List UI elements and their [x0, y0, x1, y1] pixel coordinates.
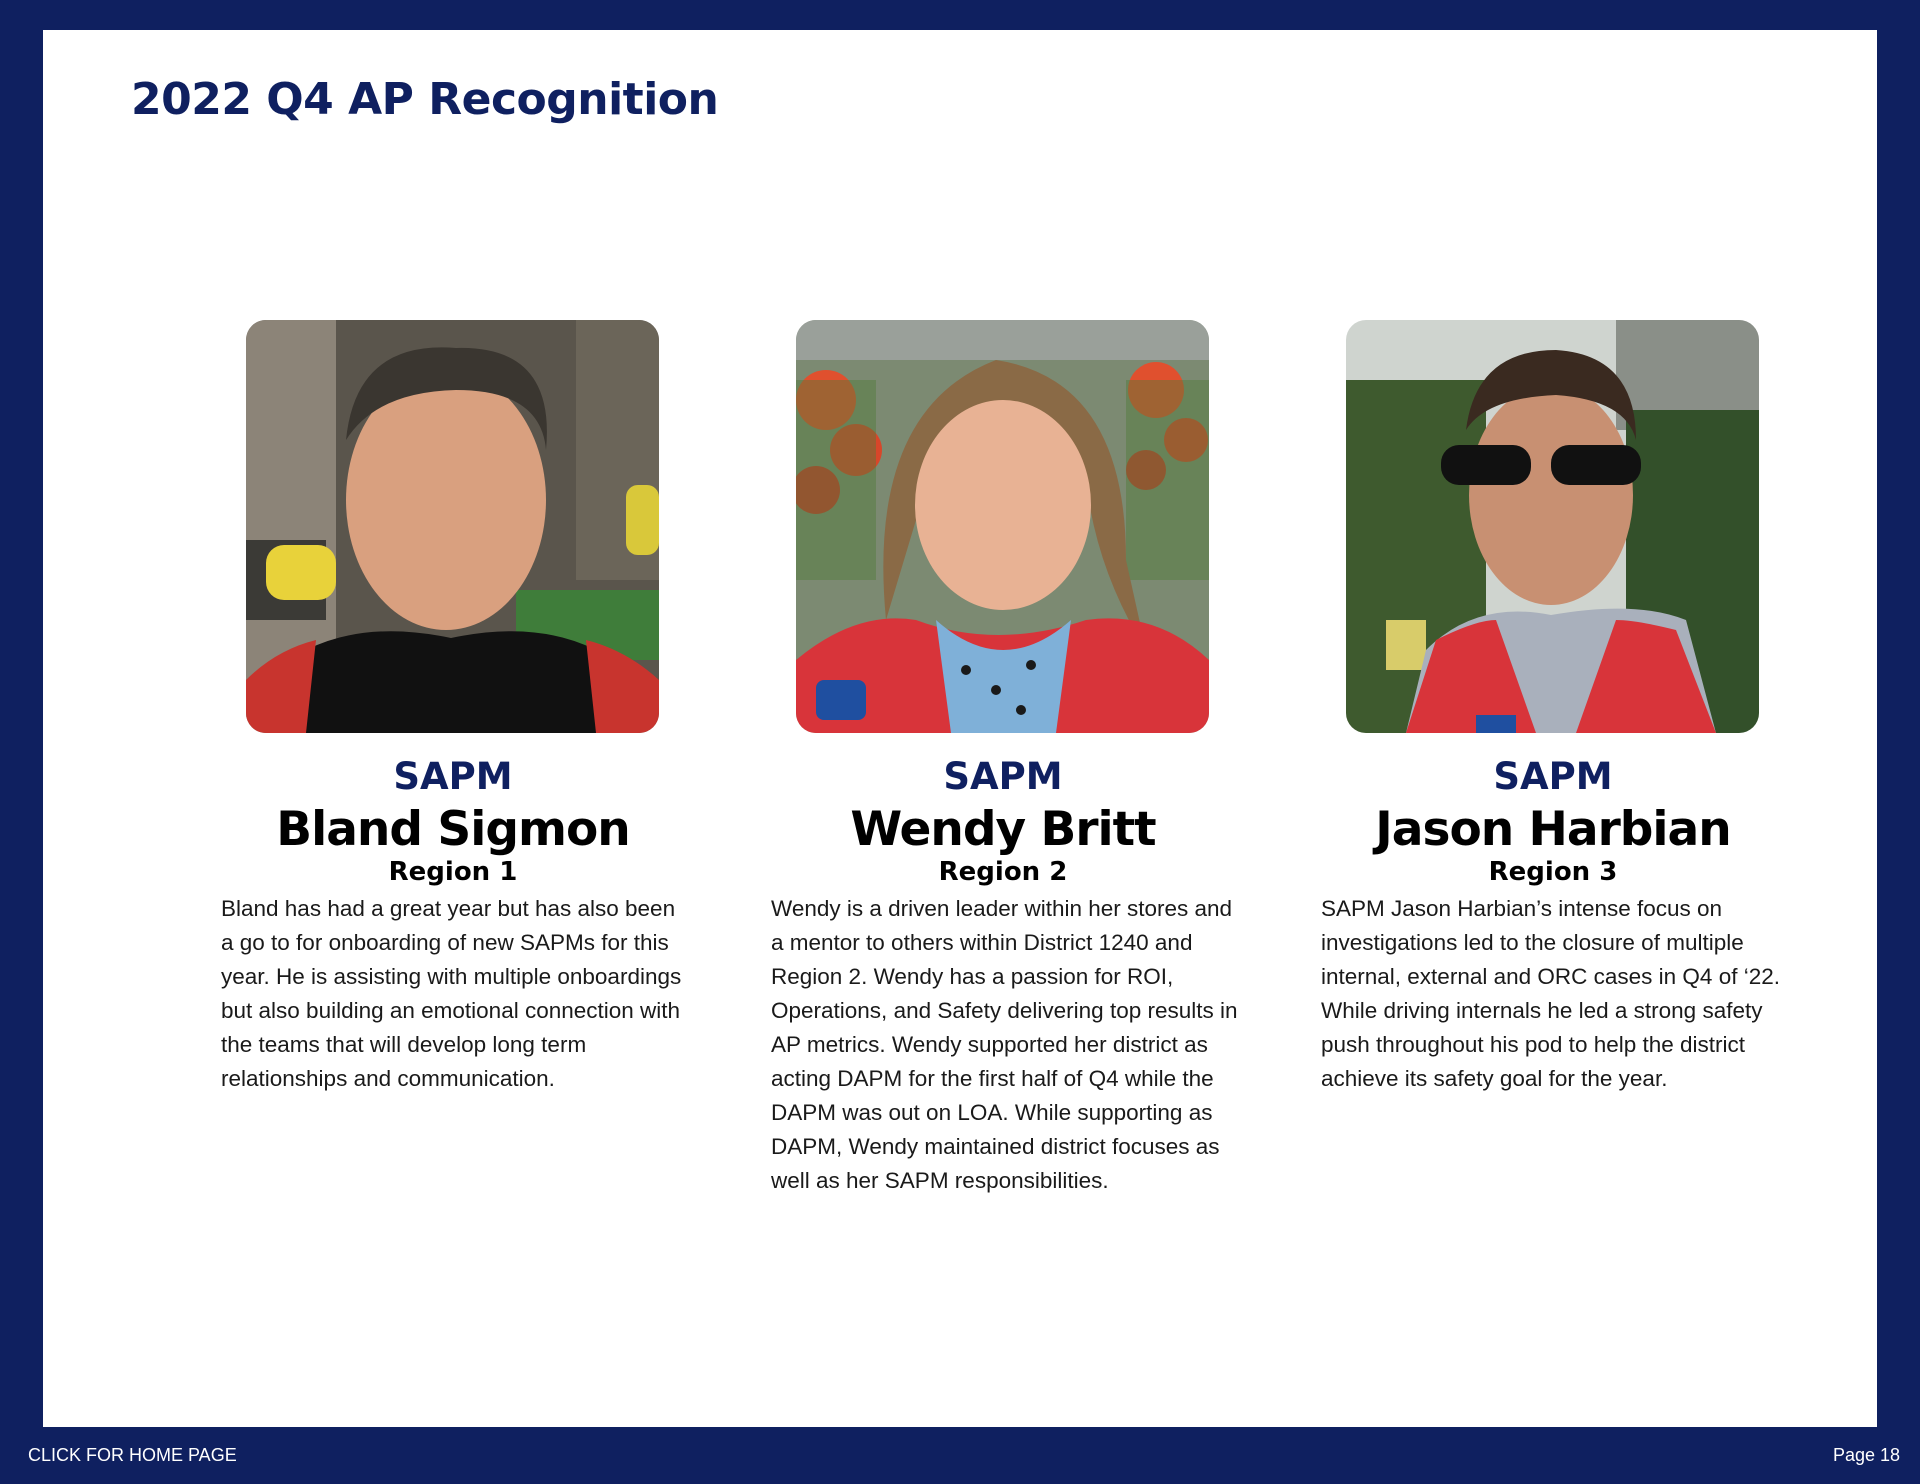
recipient-name: Wendy Britt: [850, 802, 1156, 857]
recipient-name: Bland Sigmon: [276, 802, 630, 857]
page-number: Page 18: [1832, 1445, 1900, 1465]
recipient-role: SAPM: [943, 755, 1063, 798]
recipient-role: SAPM: [1493, 755, 1613, 798]
home-page-link[interactable]: CLICK FOR HOME PAGE: [28, 1445, 237, 1465]
recipient-photo: [1346, 320, 1759, 733]
recipient-description: Wendy is a driven leader within her stores and a mentor to others within District 1240 and Region 2. Wendy has a passion for ROI, Operations, and Safety delivering top results in AP metrics. Wendy supported her district as acting DAPM for the first half of Q4 while the DAPM was out on LOA. While supporting as DAPM, Wendy maintained district focuses as well as her SAPM responsibilities.: [771, 896, 1238, 1193]
recipient-description: SAPM Jason Harbian’s intense focus on investigations led to the closure of multiple internal, external and ORC cases in Q4 of ‘22. While driving internals he led a strong safety push throughout his pod to help the district achieve its safety goal for the year.: [1321, 896, 1780, 1091]
page-title: 2022 Q4 AP Recognition: [131, 74, 719, 125]
recipient-role: SAPM: [393, 755, 513, 798]
page-sheet: [43, 30, 1877, 1427]
recipient-photo: [246, 320, 659, 733]
recipient-region: Region 3: [1488, 857, 1618, 887]
recipient-region: Region 2: [938, 857, 1068, 887]
recipient-photo: [796, 320, 1209, 733]
recipient-region: Region 1: [388, 857, 518, 887]
recipient-description: Bland has had a great year but has also been a go to for onboarding of new SAPMs for this year. He is assisting with multiple onboardings but also building an emotional connection with the teams that will develop long term relationships and communication.: [221, 896, 682, 1091]
recipient-name: Jason Harbian: [1375, 802, 1731, 857]
